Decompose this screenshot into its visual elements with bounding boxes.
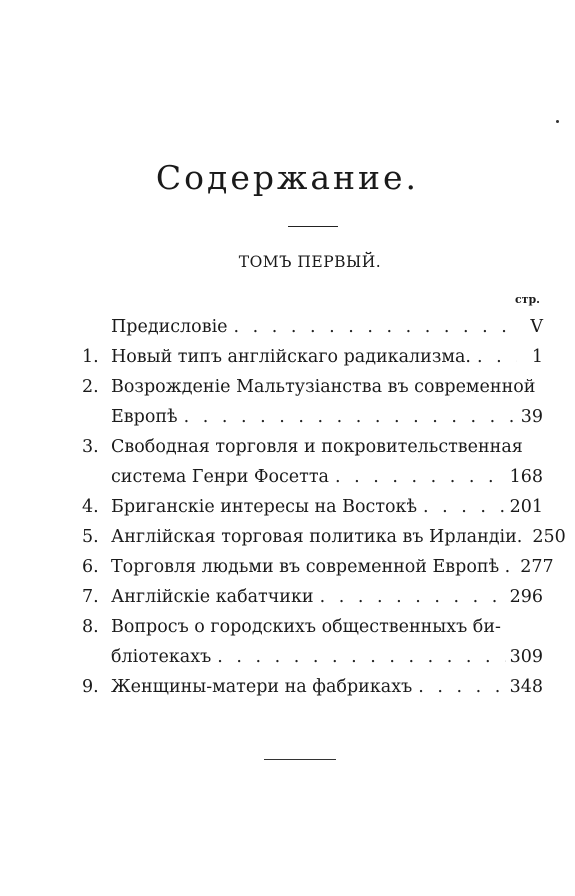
toc-entry-line — [0, 492, 575, 522]
contents-title: Содержание. — [155, 158, 420, 197]
entry-title: Возрожденіе Мальтузіанства въ современной — [111, 377, 536, 397]
entry-text-row — [111, 402, 543, 432]
page-number: 296 — [509, 587, 543, 607]
entry-text-row — [111, 672, 543, 702]
toc-entry-line — [0, 552, 575, 582]
entry-text-row — [111, 612, 543, 642]
dot-leader — [477, 342, 517, 372]
entry-text-row — [111, 522, 566, 552]
dot-leader — [234, 312, 517, 342]
entry-title: система Генри Фосетта — [111, 467, 329, 487]
entry-number: 6. — [82, 557, 99, 577]
dot-leader — [335, 462, 506, 492]
entry-number: 4. — [82, 497, 99, 517]
dot-leader — [184, 402, 517, 432]
toc-entry-line — [0, 402, 575, 432]
dot-leader — [418, 672, 505, 702]
entry-title: Новый типъ англійскаго радикализма. — [111, 347, 471, 367]
entry-number: 7. — [82, 587, 99, 607]
entry-title: Свободная торговля и покровительственная — [111, 437, 523, 457]
entry-number: 2. — [82, 377, 99, 397]
entry-number: 9. — [82, 677, 99, 697]
entry-number: 3. — [82, 437, 99, 457]
page-number: 277 — [520, 557, 554, 577]
entry-number: 1. — [82, 347, 99, 367]
entry-text-row — [111, 312, 543, 342]
entry-title: Европѣ — [111, 407, 178, 427]
entry-number: 8. — [82, 617, 99, 637]
entry-text-row — [111, 372, 543, 402]
entry-title: Торговля людьми въ современной Европѣ . — [111, 557, 511, 577]
entry-text-row — [111, 582, 543, 612]
dot-leader — [320, 582, 506, 612]
ink-speck — [556, 120, 559, 123]
entry-text-row — [111, 432, 543, 462]
page-number: 1 — [531, 347, 543, 367]
table-of-contents — [0, 312, 575, 702]
page-number: V — [530, 317, 543, 337]
entry-text-row — [111, 342, 543, 372]
entry-title: Англійская торговая политика въ Ирландіи. — [111, 527, 523, 547]
page-number: 201 — [509, 497, 543, 517]
toc-entry-line — [0, 582, 575, 612]
toc-entry-line — [0, 672, 575, 702]
entry-text-row — [111, 642, 543, 672]
page-number: 348 — [509, 677, 543, 697]
toc-entry-line — [0, 312, 575, 342]
dot-leader — [217, 642, 505, 672]
toc-entry-line — [0, 522, 575, 552]
entry-title: Женщины-матери на фабрикахъ — [111, 677, 413, 697]
pages-column-header: стр. — [514, 293, 540, 306]
toc-entry-line — [0, 342, 575, 372]
page-number: 250 — [532, 527, 566, 547]
entry-title: бліотекахъ — [111, 647, 212, 667]
page-number: 39 — [520, 407, 543, 427]
page-number: 309 — [509, 647, 543, 667]
title-divider — [288, 226, 338, 227]
toc-entry-line — [0, 462, 575, 492]
toc-entry-line — [0, 372, 575, 402]
bottom-divider — [264, 759, 336, 760]
entry-title: Англійскіе кабатчики — [111, 587, 314, 607]
volume-heading: ТОМЪ ПЕРВЫЙ. — [238, 253, 382, 271]
toc-entry-line — [0, 612, 575, 642]
toc-entry-line — [0, 432, 575, 462]
entry-title: Бриганскіе интересы на Востокѣ — [111, 497, 418, 517]
entry-title: Предисловіе — [111, 317, 228, 337]
entry-title: Вопросъ о городскихъ общественныхъ би- — [111, 617, 501, 637]
entry-text-row — [111, 552, 554, 582]
toc-entry-line — [0, 642, 575, 672]
entry-text-row — [111, 462, 543, 492]
entry-text-row — [111, 492, 543, 522]
page-number: 168 — [509, 467, 543, 487]
dot-leader — [423, 492, 506, 522]
entry-number: 5. — [82, 527, 99, 547]
